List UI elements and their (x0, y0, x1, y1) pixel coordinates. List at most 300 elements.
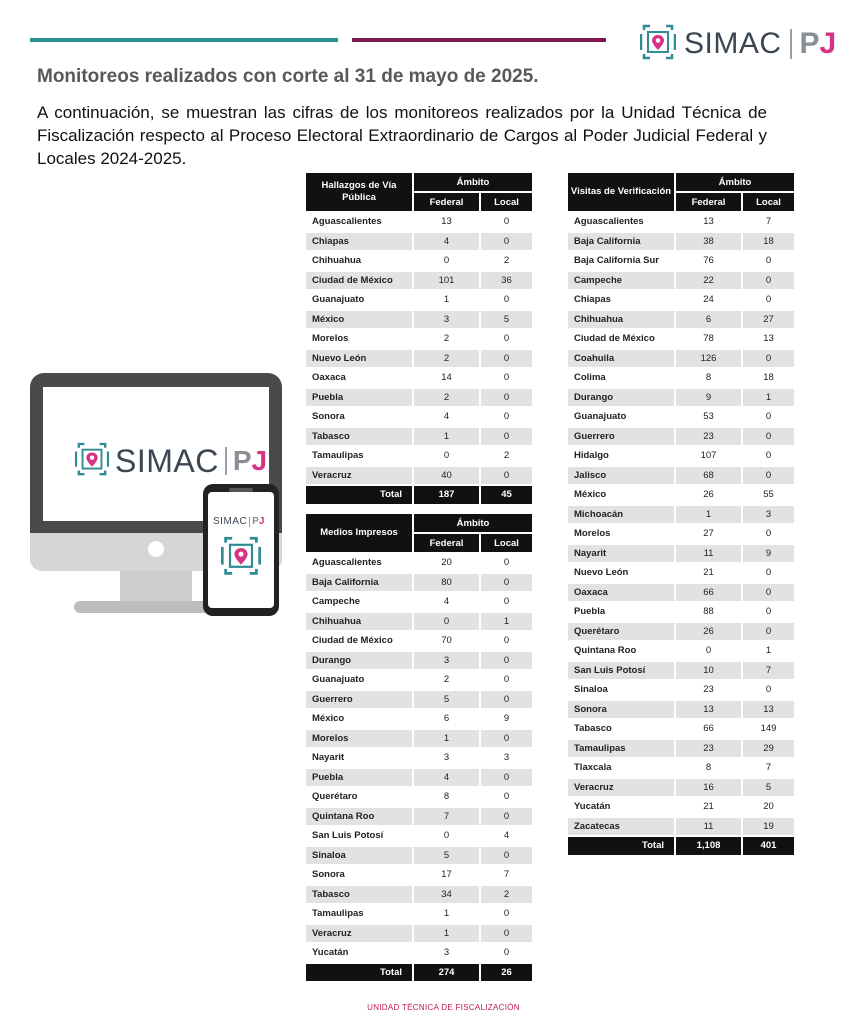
federal-cell: 53 (676, 408, 743, 428)
table-row (568, 408, 796, 428)
state-cell: San Luis Potosí (306, 827, 414, 847)
local-cell: 29 (743, 740, 796, 760)
local-cell: 2 (481, 886, 534, 906)
footer-text: UNIDAD TÉCNICA DE FISCALIZACIÓN (367, 1003, 520, 1012)
col-local: Local (481, 193, 534, 213)
state-cell: Puebla (568, 603, 676, 623)
federal-cell: 1 (414, 925, 481, 945)
local-cell: 0 (743, 291, 796, 311)
page-title: Monitoreos realizados con corte al 31 de mayo de 2025. (37, 66, 539, 87)
local-cell: 0 (481, 350, 534, 370)
local-cell: 0 (743, 584, 796, 604)
local-cell: 0 (481, 632, 534, 652)
federal-cell: 66 (676, 584, 743, 604)
local-cell: 0 (481, 330, 534, 350)
federal-cell: 3 (414, 311, 481, 331)
local-cell: 0 (481, 574, 534, 594)
table-title: Hallazgos de Vía Pública (306, 173, 414, 213)
local-cell: 0 (481, 428, 534, 448)
state-cell: Durango (306, 652, 414, 672)
state-cell: Tamaulipas (306, 447, 414, 467)
federal-cell: 0 (414, 252, 481, 272)
local-cell: 0 (481, 769, 534, 789)
state-cell: Veracruz (306, 925, 414, 945)
table-row (306, 252, 534, 272)
table-row (568, 350, 796, 370)
group-header: Ámbito (414, 514, 534, 534)
federal-cell: 3 (414, 749, 481, 769)
table-row (568, 506, 796, 526)
federal-cell: 24 (676, 291, 743, 311)
local-cell: 13 (743, 330, 796, 350)
local-cell: 13 (743, 701, 796, 721)
local-cell: 0 (481, 408, 534, 428)
header-bar-plum (352, 38, 606, 42)
state-cell: Sinaloa (306, 847, 414, 867)
federal-cell: 1 (676, 506, 743, 526)
federal-cell: 1 (414, 428, 481, 448)
state-cell: Morelos (306, 330, 414, 350)
table-row (568, 213, 796, 233)
state-cell: Yucatán (306, 944, 414, 964)
local-cell: 0 (743, 681, 796, 701)
table-row (306, 788, 534, 808)
federal-cell: 1 (414, 291, 481, 311)
state-cell: Baja California (568, 233, 676, 253)
logo-separator (225, 447, 227, 475)
table-row (306, 574, 534, 594)
table-row (306, 847, 534, 867)
federal-cell: 4 (414, 408, 481, 428)
federal-cell: 2 (414, 671, 481, 691)
table-row (306, 652, 534, 672)
state-cell: México (568, 486, 676, 506)
table-row (306, 291, 534, 311)
state-cell: Nayarit (306, 749, 414, 769)
table-row (568, 311, 796, 331)
state-cell: Zacatecas (568, 818, 676, 838)
table-row (568, 369, 796, 389)
local-cell: 0 (743, 603, 796, 623)
state-cell: Nuevo León (568, 564, 676, 584)
federal-cell: 16 (676, 779, 743, 799)
local-cell: 7 (481, 866, 534, 886)
federal-cell: 34 (414, 886, 481, 906)
federal-cell: 40 (414, 467, 481, 487)
federal-cell: 1,108 (676, 837, 743, 857)
federal-cell: 2 (414, 389, 481, 409)
table-row (306, 886, 534, 906)
table-title: Medios Impresos (306, 514, 414, 554)
federal-cell: 8 (414, 788, 481, 808)
state-cell: Chihuahua (568, 311, 676, 331)
table-row (568, 272, 796, 292)
table-row (306, 213, 534, 233)
table-title: Visitas de Verificación (568, 173, 676, 213)
phone-brand-name: SIMAC (213, 516, 248, 527)
state-cell: Oaxaca (568, 584, 676, 604)
state-cell: Querétaro (306, 788, 414, 808)
federal-cell: 6 (414, 710, 481, 730)
local-cell: 18 (743, 369, 796, 389)
header-bar-teal (30, 38, 338, 42)
table-row (306, 593, 534, 613)
state-cell: Veracruz (306, 467, 414, 487)
state-cell: Sonora (568, 701, 676, 721)
local-cell: 0 (481, 671, 534, 691)
local-cell: 0 (743, 467, 796, 487)
local-cell: 55 (743, 486, 796, 506)
table-row (568, 584, 796, 604)
federal-cell: 17 (414, 866, 481, 886)
table-visitas-verificacion (568, 173, 796, 857)
group-header: Ámbito (414, 173, 534, 193)
state-cell: Tamaulipas (306, 905, 414, 925)
state-cell: Guerrero (568, 428, 676, 448)
local-cell: 45 (481, 486, 534, 506)
state-cell: Tabasco (306, 428, 414, 448)
monitor-power-dot (148, 541, 164, 557)
state-cell: Tabasco (306, 886, 414, 906)
table-row (568, 428, 796, 448)
table-row (306, 827, 534, 847)
local-cell: 7 (743, 213, 796, 233)
table-row (306, 730, 534, 750)
state-cell: Quintana Roo (568, 642, 676, 662)
table-row (306, 632, 534, 652)
federal-cell: 88 (676, 603, 743, 623)
federal-cell: 26 (676, 623, 743, 643)
federal-cell: 11 (676, 818, 743, 838)
simac-location-icon (75, 442, 109, 480)
local-cell: 0 (743, 525, 796, 545)
table-row (306, 311, 534, 331)
local-cell: 2 (481, 447, 534, 467)
table-row (568, 291, 796, 311)
state-cell: Yucatán (568, 798, 676, 818)
table-row (306, 408, 534, 428)
federal-cell: 11 (676, 545, 743, 565)
intro-paragraph: A continuación, se muestran las cifras de los monitoreos realizados por la Unidad Técnica de Fiscalización respecto al Proceso Electoral Extraordinario de Cargos al Poder Judicial Federal y Locales 2024-2025. (37, 103, 767, 168)
state-cell: Coahuila (568, 350, 676, 370)
table-row (306, 691, 534, 711)
table-row (306, 769, 534, 789)
local-cell: 26 (481, 964, 534, 984)
federal-cell: 107 (676, 447, 743, 467)
table-row (568, 447, 796, 467)
table-row (306, 428, 534, 448)
federal-cell: 8 (676, 759, 743, 779)
phone-illustration (203, 484, 279, 616)
local-cell: 0 (481, 944, 534, 964)
federal-cell: 2 (414, 350, 481, 370)
federal-cell: 5 (414, 847, 481, 867)
local-cell: 0 (481, 389, 534, 409)
table-row (306, 808, 534, 828)
local-cell: 1 (743, 642, 796, 662)
federal-cell: 10 (676, 662, 743, 682)
local-cell: 0 (743, 252, 796, 272)
state-cell: Ciudad de México (568, 330, 676, 350)
federal-cell: 21 (676, 564, 743, 584)
state-cell: Sonora (306, 408, 414, 428)
logo-separator (249, 517, 250, 527)
federal-cell: 80 (414, 574, 481, 594)
local-cell: 0 (481, 925, 534, 945)
table-row (568, 701, 796, 721)
table-row (568, 681, 796, 701)
state-cell: Tamaulipas (568, 740, 676, 760)
state-cell: Tabasco (568, 720, 676, 740)
state-cell: Nuevo León (306, 350, 414, 370)
table-row (568, 779, 796, 799)
table-row (306, 350, 534, 370)
state-cell: Campeche (568, 272, 676, 292)
state-cell: Querétaro (568, 623, 676, 643)
simac-brand-name: SIMAC (684, 27, 782, 60)
federal-cell: 0 (676, 642, 743, 662)
col-local: Local (743, 193, 796, 213)
federal-cell: 66 (676, 720, 743, 740)
federal-cell: 78 (676, 330, 743, 350)
table-via-publica (306, 173, 534, 506)
state-cell: Guanajuato (306, 291, 414, 311)
table-row (568, 720, 796, 740)
federal-cell: 1 (414, 730, 481, 750)
simac-logo (640, 22, 836, 66)
state-cell: Colima (568, 369, 676, 389)
state-cell: Chiapas (568, 291, 676, 311)
table-row (306, 749, 534, 769)
state-cell: Sonora (306, 866, 414, 886)
federal-cell: 7 (414, 808, 481, 828)
screen-simac-logo (75, 441, 267, 481)
local-cell: 0 (481, 233, 534, 253)
federal-cell: 21 (676, 798, 743, 818)
local-cell: 0 (481, 593, 534, 613)
local-cell: 0 (743, 564, 796, 584)
table-row (568, 623, 796, 643)
federal-cell: 27 (676, 525, 743, 545)
local-cell: 18 (743, 233, 796, 253)
federal-cell: 38 (676, 233, 743, 253)
table-row (306, 369, 534, 389)
local-cell: 7 (743, 759, 796, 779)
local-cell: 0 (481, 847, 534, 867)
state-cell: Chihuahua (306, 613, 414, 633)
local-cell: 0 (481, 652, 534, 672)
col-federal: Federal (414, 534, 481, 554)
local-cell: 149 (743, 720, 796, 740)
table-row (568, 545, 796, 565)
federal-cell: 6 (676, 311, 743, 331)
table-row (568, 740, 796, 760)
state-cell: Jalisco (568, 467, 676, 487)
state-cell: Total (568, 837, 676, 857)
federal-cell: 70 (414, 632, 481, 652)
table-row (568, 486, 796, 506)
table-row (306, 925, 534, 945)
state-cell: Chiapas (306, 233, 414, 253)
table-row (568, 467, 796, 487)
federal-cell: 3 (414, 652, 481, 672)
col-local: Local (481, 534, 534, 554)
table-row (568, 642, 796, 662)
screen-brand-name: SIMAC (115, 442, 219, 479)
state-cell: Sinaloa (568, 681, 676, 701)
state-cell: México (306, 710, 414, 730)
local-cell: 0 (481, 291, 534, 311)
federal-cell: 14 (414, 369, 481, 389)
federal-cell: 5 (414, 691, 481, 711)
state-cell: Ciudad de México (306, 632, 414, 652)
state-cell: Total (306, 486, 414, 506)
table-row (306, 330, 534, 350)
federal-cell: 20 (414, 554, 481, 574)
federal-cell: 23 (676, 740, 743, 760)
state-cell: Morelos (568, 525, 676, 545)
table-row (306, 671, 534, 691)
table-row (306, 233, 534, 253)
federal-cell: 0 (414, 827, 481, 847)
state-cell: Tlaxcala (568, 759, 676, 779)
federal-cell: 23 (676, 681, 743, 701)
local-cell: 9 (743, 545, 796, 565)
local-cell: 2 (481, 252, 534, 272)
pj-mark: PJ (252, 516, 265, 527)
local-cell: 27 (743, 311, 796, 331)
table-row (306, 467, 534, 487)
col-federal: Federal (414, 193, 481, 213)
local-cell: 0 (743, 428, 796, 448)
local-cell: 19 (743, 818, 796, 838)
table-row (568, 389, 796, 409)
local-cell: 36 (481, 272, 534, 292)
local-cell: 1 (481, 613, 534, 633)
monitor-neck (120, 571, 192, 601)
total-row (306, 964, 534, 984)
local-cell: 9 (481, 710, 534, 730)
federal-cell: 274 (414, 964, 481, 984)
table-row (568, 759, 796, 779)
state-cell: Baja California Sur (568, 252, 676, 272)
total-row (568, 837, 796, 857)
local-cell: 401 (743, 837, 796, 857)
federal-cell: 187 (414, 486, 481, 506)
state-cell: Oaxaca (306, 369, 414, 389)
table-row (568, 662, 796, 682)
table-row (306, 905, 534, 925)
local-cell: 0 (481, 554, 534, 574)
logo-separator (790, 29, 792, 59)
federal-cell: 13 (676, 701, 743, 721)
local-cell: 1 (743, 389, 796, 409)
state-cell: Morelos (306, 730, 414, 750)
state-cell: San Luis Potosí (568, 662, 676, 682)
table-row (306, 389, 534, 409)
state-cell: Nayarit (568, 545, 676, 565)
table-row (306, 613, 534, 633)
federal-cell: 26 (676, 486, 743, 506)
state-cell: Durango (568, 389, 676, 409)
federal-cell: 101 (414, 272, 481, 292)
local-cell: 7 (743, 662, 796, 682)
state-cell: Michoacán (568, 506, 676, 526)
state-cell: Guerrero (306, 691, 414, 711)
table-row (568, 818, 796, 838)
federal-cell: 3 (414, 944, 481, 964)
local-cell: 0 (481, 691, 534, 711)
state-cell: Puebla (306, 389, 414, 409)
table-row (568, 233, 796, 253)
local-cell: 20 (743, 798, 796, 818)
local-cell: 0 (481, 730, 534, 750)
local-cell: 0 (481, 905, 534, 925)
table-row (568, 525, 796, 545)
table-row (568, 798, 796, 818)
local-cell: 4 (481, 827, 534, 847)
federal-cell: 68 (676, 467, 743, 487)
table-row (306, 710, 534, 730)
local-cell: 0 (743, 623, 796, 643)
simac-location-icon (221, 536, 261, 580)
state-cell: Quintana Roo (306, 808, 414, 828)
local-cell: 0 (481, 369, 534, 389)
table-row (568, 564, 796, 584)
federal-cell: 8 (676, 369, 743, 389)
federal-cell: 76 (676, 252, 743, 272)
federal-cell: 9 (676, 389, 743, 409)
state-cell: Puebla (306, 769, 414, 789)
state-cell: México (306, 311, 414, 331)
simac-location-icon (640, 24, 676, 64)
table-row (306, 866, 534, 886)
state-cell: Aguascalientes (568, 213, 676, 233)
federal-cell: 13 (676, 213, 743, 233)
table-row (568, 330, 796, 350)
federal-cell: 13 (414, 213, 481, 233)
col-federal: Federal (676, 193, 743, 213)
table-row (306, 944, 534, 964)
state-cell: Baja California (306, 574, 414, 594)
table-row (306, 272, 534, 292)
federal-cell: 23 (676, 428, 743, 448)
local-cell: 0 (743, 350, 796, 370)
local-cell: 0 (481, 788, 534, 808)
federal-cell: 4 (414, 593, 481, 613)
table-row (306, 554, 534, 574)
local-cell: 5 (481, 311, 534, 331)
pj-mark: PJ (799, 27, 837, 60)
local-cell: 0 (743, 447, 796, 467)
state-cell: Aguascalientes (306, 554, 414, 574)
table-medios-impresos (306, 514, 534, 983)
group-header: Ámbito (676, 173, 796, 193)
local-cell: 5 (743, 779, 796, 799)
state-cell: Total (306, 964, 414, 984)
phone-simac-logo (213, 516, 264, 527)
federal-cell: 0 (414, 447, 481, 467)
local-cell: 0 (481, 467, 534, 487)
federal-cell: 126 (676, 350, 743, 370)
federal-cell: 22 (676, 272, 743, 292)
local-cell: 0 (481, 213, 534, 233)
state-cell: Guanajuato (568, 408, 676, 428)
state-cell: Chihuahua (306, 252, 414, 272)
local-cell: 3 (481, 749, 534, 769)
local-cell: 3 (743, 506, 796, 526)
local-cell: 0 (743, 272, 796, 292)
